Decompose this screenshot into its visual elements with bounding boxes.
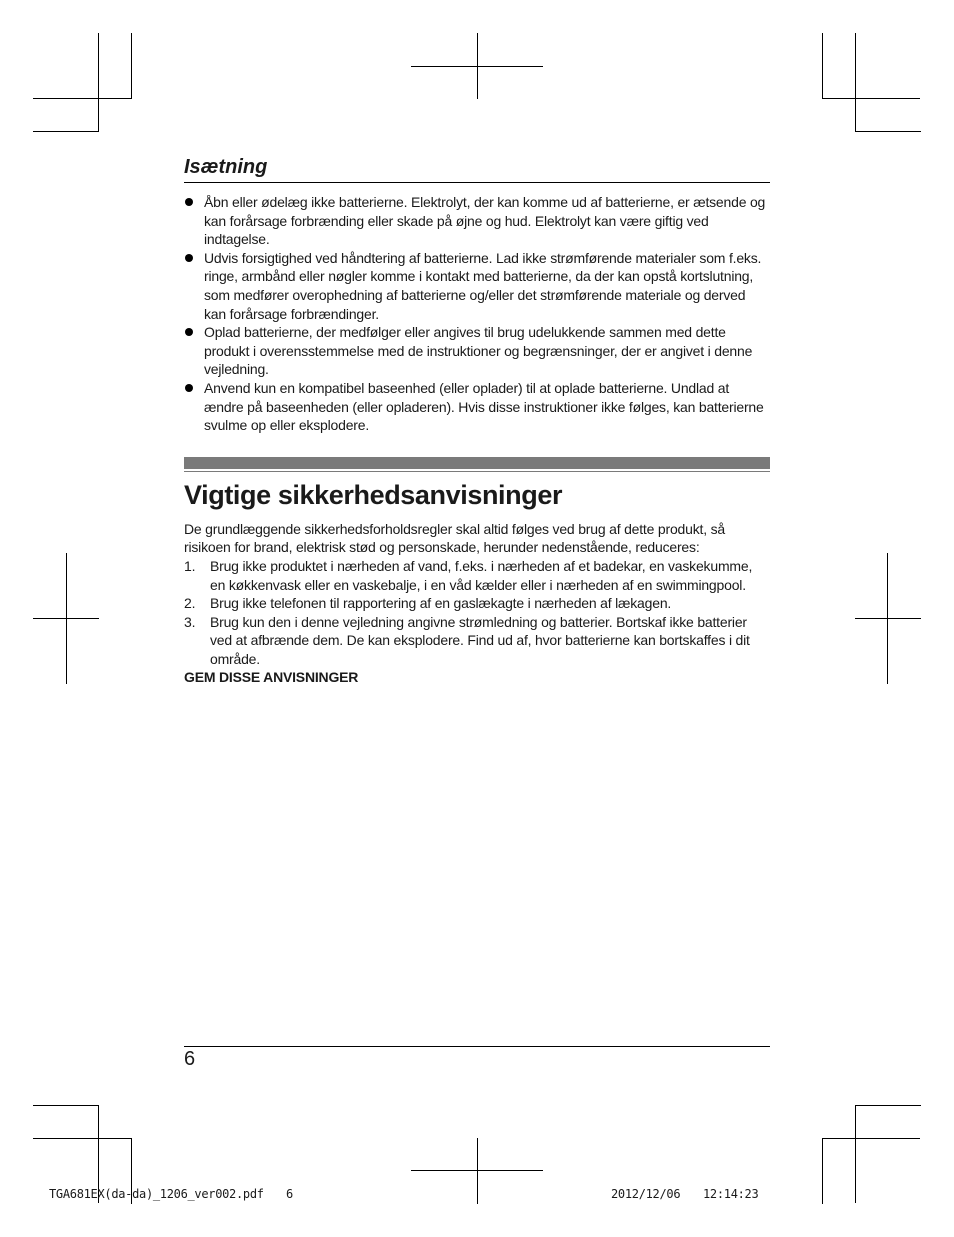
print-time: 12:14:23	[703, 1187, 759, 1201]
list-item: Anvend kun en kompatibel baseenhed (eller oplader) til at oplade batterierne. Undlad at ændre på baseenheden (eller opladeren). Hvis disse instruktioner ikke følges, kan batterierne svulme op eller eksplodere.	[184, 379, 770, 435]
save-instructions-note: GEM DISSE ANVISNINGER	[184, 669, 359, 686]
list-item: Oplad batterierne, der medfølger eller angives til brug udelukkende sammen med dette produkt i overensstemmelse med de instruktioner og begrænsninger, der er angivet i denne vejledning.	[184, 323, 770, 379]
section-title: Isætning	[184, 150, 770, 183]
item-number: 1.	[184, 557, 196, 574]
section-divider-bar	[184, 457, 770, 469]
list-item	[184, 557, 770, 594]
print-date: 2012/12/06	[611, 1187, 681, 1201]
list-item	[184, 594, 770, 613]
item-text: Brug kun den i denne vejledning angivne strømledning og batterier. Bortskaf ikke batterier ved at afbrænde dem. De kan eksplodere. Find ud af, hvor batterierne kan bortskaffes i dit område.	[210, 613, 750, 667]
print-file-name: TGA681EX(da-da)_1206_ver002.pdf	[49, 1187, 264, 1201]
item-number: 3.	[184, 613, 196, 630]
print-file-page: 6	[286, 1187, 293, 1201]
footer-rule	[184, 1046, 770, 1047]
intro-paragraph: De grundlæggende sikkerhedsforholdsregler skal altid følges ved brug af dette produkt, så risikoen for brand, elektrisk stød og personskade, herunder nedenstående, reduceres:	[184, 520, 725, 556]
list-item	[184, 613, 770, 669]
section-divider-rule	[184, 471, 770, 472]
page-title: Vigtige sikkerhedsanvisninger	[184, 479, 563, 510]
list-item: Åbn eller ødelæg ikke batterierne. Elektrolyt, der kan komme ud af batterierne, er ætsende og kan forårsage forbrænding eller skade på øjne og hud. Elektrolyt kan være giftig ved indtagelse.	[184, 193, 770, 249]
battery-warnings-list	[184, 193, 770, 435]
page-content	[184, 150, 770, 687]
item-text: Brug ikke produktet i nærheden af vand, f.eks. i nærheden af et badekar, en vaskekumme, en køkkenvask eller en vaskebalje, i en våd kælder eller i nærheden af en swimmingpool.	[210, 557, 753, 593]
safety-instructions-list	[184, 557, 770, 669]
item-number: 2.	[184, 595, 196, 612]
page-number: 6	[184, 1048, 196, 1070]
item-text: Brug ikke telefonen til rapportering af en gaslækagte i nærheden af lækagen.	[210, 595, 672, 612]
list-item: Udvis forsigtighed ved håndtering af batterierne. Lad ikke strømførende materialer som f.eks. ringe, armbånd eller nøgler komme i kontakt med batterierne, da der kan opstå kortslutning, som medfører overophedning af batterierne og/eller det strømførende materiale og derved kan forårsage forbrændinger.	[184, 249, 770, 323]
